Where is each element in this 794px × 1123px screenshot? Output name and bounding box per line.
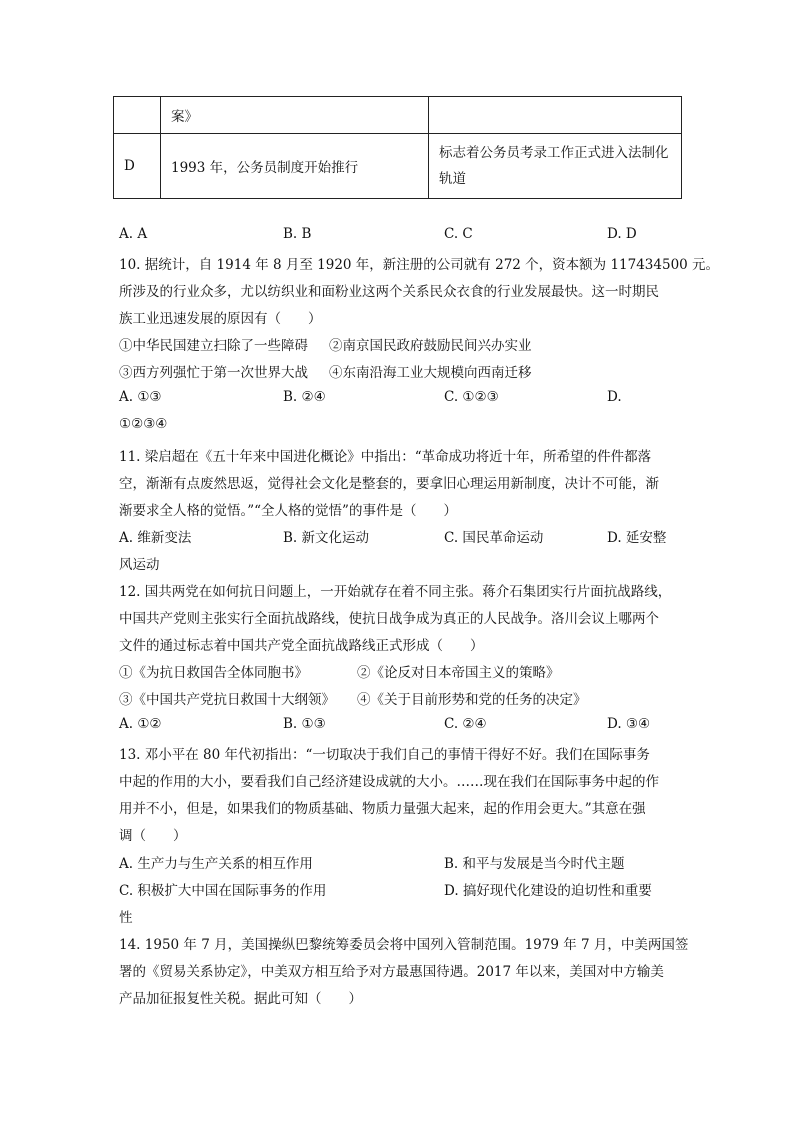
meaning-line: 标志着公务员考录工作正式进入法制化	[439, 145, 669, 161]
q14-stem-line: 14. 1950 年 7 月，美国操纵巴黎统筹委员会将中国列入管制范围。1979 年 7 月，中美两国签	[119, 937, 689, 953]
q10-item: ③西方列强忙于第一次世界大战	[119, 365, 308, 381]
table-row	[114, 97, 682, 134]
table-cell-event: 案》	[161, 97, 429, 134]
table-cell-letter	[114, 97, 161, 134]
q11-option-d: D. 延安整	[607, 530, 667, 546]
q12-stem-line: 文件的通过标志着中国共产党全面抗战路线正式形成（ ）	[119, 638, 484, 654]
q10-option-b: B. ②④	[283, 389, 326, 405]
q9-option-a: A. A	[119, 226, 148, 242]
q10-stem-line: 所涉及的行业众多，尤以纺织业和面粉业这两个关系民众衣食的行业发展最快。这一时期民	[119, 284, 659, 300]
q13-option-a: A. 生产力与生产关系的相互作用	[119, 856, 313, 872]
q13-stem-line: 用并不小，但是，如果我们的物质基础、物质力量强大起来，起的作用会更大。”其意在强	[119, 801, 646, 817]
q11-option-b: B. 新文化运动	[283, 530, 370, 546]
table-cell-meaning	[429, 134, 682, 199]
q14-stem-line: 产品加征报复性关税。据此可知（ ）	[119, 991, 362, 1007]
q11-stem-line: 空，渐渐有点废然思返，觉得社会文化是整套的，要拿旧心理运用新制度，决计不可能，渐	[119, 476, 659, 492]
q12-item: ①《为抗日救国告全体同胞书》	[119, 665, 308, 681]
q12-option-a: A. ①②	[119, 716, 162, 732]
q10-item: ②南京国民政府鼓励民间兴办实业	[329, 338, 532, 354]
q10-stem-line: 族工业迅速发展的原因有（ ）	[119, 311, 322, 327]
q12-option-d: D. ③④	[607, 716, 651, 732]
q10-item: ①中华民国建立扫除了一些障碍	[119, 338, 308, 354]
q12-item: ④《关于目前形势和党的任务的决定》	[357, 692, 587, 708]
q11-stem-line: 11. 梁启超在《五十年来中国进化概论》中指出：“革命成功将近十年，所希望的件件都落	[119, 449, 652, 465]
table-row	[114, 134, 682, 199]
q13-stem-line: 13. 邓小平在 80 年代初指出：“一切取决于我们自己的事情干得好不好。我们在国际事务	[119, 747, 650, 763]
q10-option-d-wrap: ①②③④	[119, 416, 168, 432]
q11-option-c: C. 国民革命运动	[444, 530, 544, 546]
options-table	[113, 96, 682, 199]
meaning-line: 轨道	[439, 171, 466, 187]
q13-option-b: B. 和平与发展是当今时代主题	[444, 856, 625, 872]
q10-item: ④东南沿海工业大规模向西南迁移	[329, 365, 532, 381]
q12-stem-line: 中国共产党则主张实行全面抗战路线，使抗日战争成为真正的人民战争。洛川会议上哪两个	[119, 611, 659, 627]
q9-option-b: B. B	[283, 226, 312, 242]
q11-option-a: A. 维新变法	[119, 530, 192, 546]
q13-stem-line: 中起的作用的大小，要看我们自己经济建设成就的大小。……现在我们在国际事务中起的作	[119, 774, 659, 790]
q12-item: ③《中国共产党抗日救国十大纲领》	[119, 692, 335, 708]
table-cell-meaning	[429, 97, 682, 134]
q12-stem-line: 12. 国共两党在如何抗日问题上，一开始就存在着不同主张。蒋介石集团实行片面抗战路线，	[119, 584, 672, 600]
q13-stem-line: 调（ ）	[119, 828, 187, 844]
table-cell-letter: D	[114, 134, 161, 199]
q13-option-d: D. 搞好现代化建设的迫切性和重要	[444, 883, 652, 899]
q11-stem-line: 渐要求全人格的觉悟。”“全人格的觉悟”的事件是（ ）	[119, 503, 457, 519]
q10-stem-line: 10. 据统计，自 1914 年 8 月至 1920 年，新注册的公司就有 272 个，资本额为 117434500 元。	[119, 257, 720, 273]
table-cell-event: 1993 年，公务员制度开始推行	[161, 134, 429, 199]
q13-option-c: C. 积极扩大中国在国际事务的作用	[119, 883, 327, 899]
q10-option-a: A. ①③	[119, 389, 162, 405]
q14-stem-line: 署的《贸易关系协定》，中美双方相互给予对方最惠国待遇。2017 年以来，美国对中方输美	[119, 964, 664, 980]
q9-option-d: D. D	[607, 226, 637, 242]
q9-option-c: C. C	[444, 226, 473, 242]
q12-item: ②《论反对日本帝国主义的策略》	[357, 665, 560, 681]
q12-option-b: B. ①③	[283, 716, 326, 732]
q13-option-d-wrap: 性	[119, 910, 133, 926]
q12-option-c: C. ②④	[444, 716, 487, 732]
q11-option-d-wrap: 风运动	[119, 557, 160, 573]
q10-option-c: C. ①②③	[444, 389, 499, 405]
q10-option-d: D.	[607, 389, 622, 405]
